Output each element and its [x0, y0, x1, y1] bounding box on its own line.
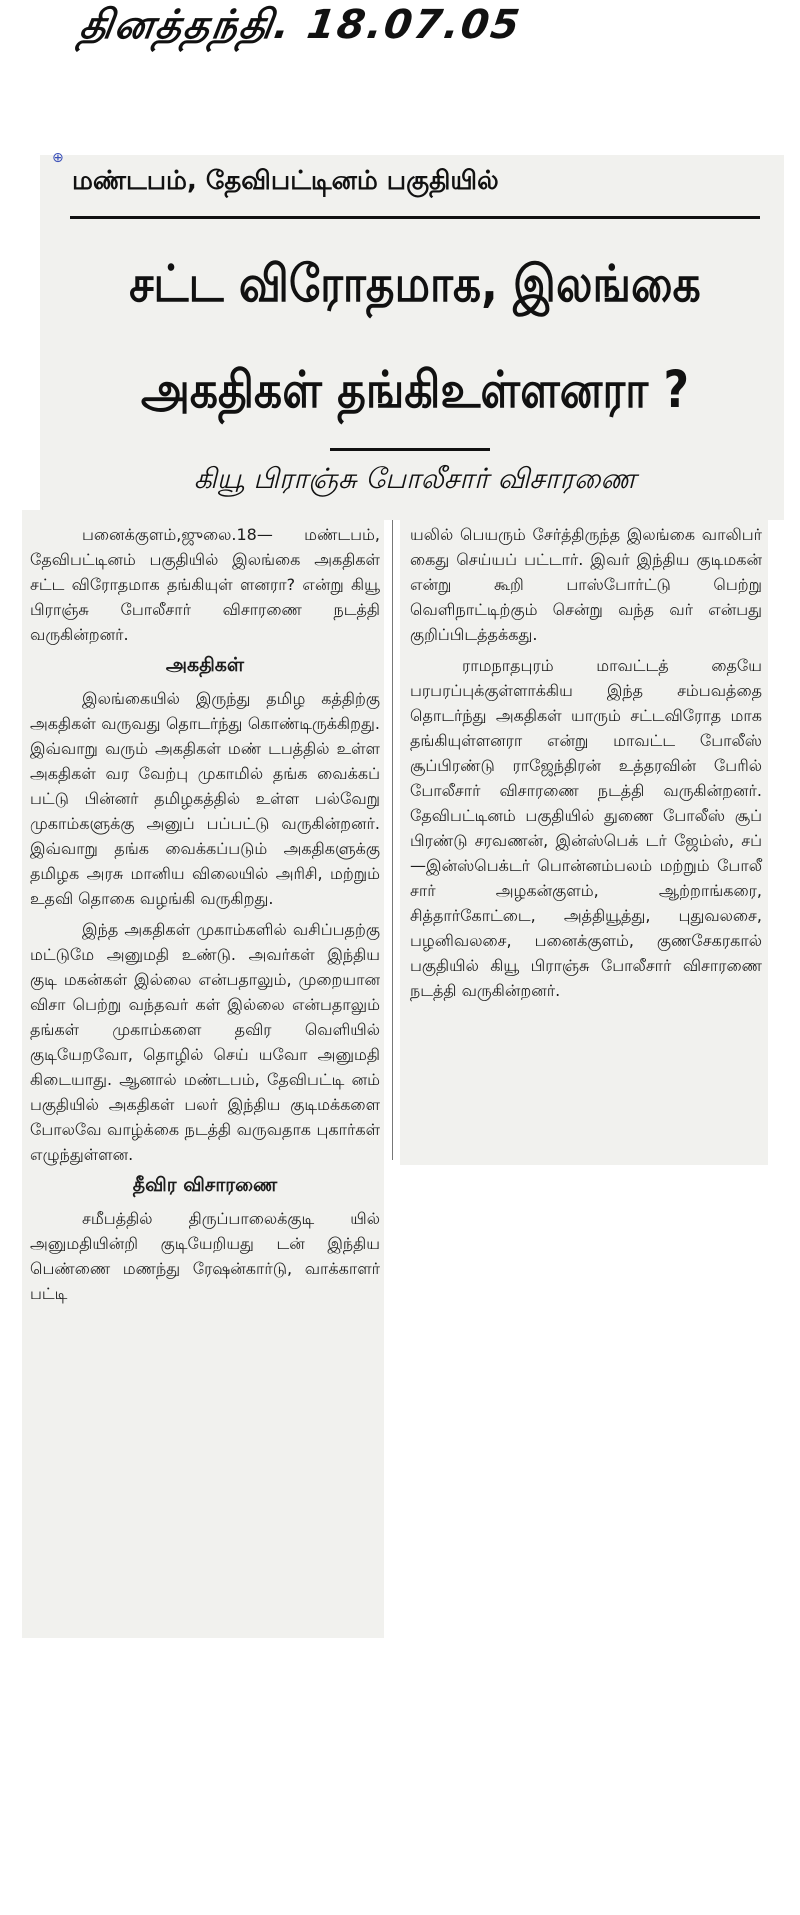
handwritten-date-note: தினத்தந்தி. 18.07.05 — [76, 2, 524, 48]
subheading-refugees: அகதிகள் — [165, 654, 245, 676]
headline-line-1: சட்ட விரோதமாக, இலங்கை — [129, 255, 701, 314]
article-kicker: மண்டபம், தேவிபட்டினம் பகுதியில் — [72, 166, 499, 196]
body-paragraph: இந்த அகதிகள் முகாம்களில் வசிப்பதற்கு மட்டுமே அனுமதி உண்டு. அவர்கள் இந்திய குடி மகன்கள் இல்லை என்பதாலும், முறையான விசா பெற்று வந்தவர் கள் இல்லை என்பதாலும் தங்கள் முகாம்களை தவிர வெளியில் குடியேறவோ, தொழில் செய் யவோ அனுமதி கிடையாது. ஆனால் மண்டபம், தேவிபட்டி னம் பகுதியில் அகதிகள் பலர் இந்திய குடிமக்களை போலவே வாழ்க்கை நடத்தி வருவதாக புகார்கள் எழுந்துள்ளன. — [30, 920, 380, 1164]
left-column — [30, 522, 380, 1312]
headline-rule — [330, 448, 490, 451]
body-paragraph: சமீபத்தில் திருப்பாலைக்குடி யில் அனுமதியின்றி குடியேறியது டன் இந்திய பெண்ணை மணந்து ரேஷன்கார்டு, வாக்காளர் பட்டி — [30, 1209, 380, 1303]
article-headline — [60, 232, 770, 462]
headline-line-2: அகதிகள் தங்கிஉள்ளனரா ? — [140, 360, 690, 420]
intro-paragraph: பனைக்குளம்,ஜுலை.18— மண்டபம், தேவிபட்டினம் பகுதியில் இலங்கை அகதிகள் சட்ட விரோதமாக தங்கியுள் ளனரா? என்று கியூ பிராஞ்சு போலீசார் விசாரணை நடத்தி வருகின்றனர். — [30, 525, 380, 644]
column-divider — [392, 520, 393, 1160]
right-column — [410, 522, 762, 1009]
subheading-investigation: தீவிர விசாரணை — [132, 1174, 278, 1196]
article-subhead: கியூ பிராஞ்சு போலீசார் விசாரணை — [193, 462, 637, 495]
continued-paragraph: யலில் பெயரும் சேர்த்திருந்த இலங்கை வாலிபர் கைது செய்யப் பட்டார். இவர் இந்திய குடிமகன் என்று கூறி பாஸ்போர்ட்டு பெற்று வெளிநாட்டிற்கும் சென்று வந்த வர் என்பது குறிப்பிடத்தக்கது. — [410, 525, 762, 644]
pin-mark-icon: ⊕ — [52, 150, 64, 166]
kicker-rule — [70, 216, 760, 219]
body-paragraph: ராமநாதபுரம் மாவட்டத் தையே பரபரப்புக்குள்ளாக்கிய இந்த சம்பவத்தை தொடர்ந்து அகதிகள் யாரும் சட்டவிரோத மாக தங்கியுள்ளனரா என்று மாவட்ட போலீஸ் சூப்பிரண்டு ராஜேந்திரன் உத்தரவின் பேரில் போலீசார் விசாரணை நடத்தி வருகின்றனர். தேவிபட்டினம் பகுதியில் துணை போலீஸ் சூப் பிரண்டு சரவணன், இன்ஸ்பெக் டர் ஜேம்ஸ், சப்—இன்ஸ்பெக்டர் பொன்னம்பலம் மற்றும் போலீ சார் அழகன்குளம், ஆற்றாங்கரை, சித்தார்கோட்டை, அத்தியூத்து, புதுவலசை, பழனிவலசை, பனைக்குளம், குணசேகரகால் பகுதியில் கியூ பிராஞ்சு போலீசார் விசாரணை நடத்தி வருகின்றனர். — [410, 656, 762, 1000]
body-paragraph: இலங்கையில் இருந்து தமிழ கத்திற்கு அகதிகள் வருவது தொடர்ந்து கொண்டிருக்கிறது. இவ்வாறு வரும் அகதிகள் மண் டபத்தில் உள்ள அகதிகள் வர வேற்பு முகாமில் தங்க வைக்கப் பட்டு பின்னர் தமிழகத்தில் உள்ள பல்வேறு முகாம்களுக்கு அனுப் பப்பட்டு வருகின்றனர். இவ்வாறு தங்க வைக்கப்படும் அகதிகளுக்கு தமிழக அரசு மானிய விலையில் அரிசி, மற்றும் உதவி தொகை வழங்கி வருகிறது. — [30, 689, 380, 908]
